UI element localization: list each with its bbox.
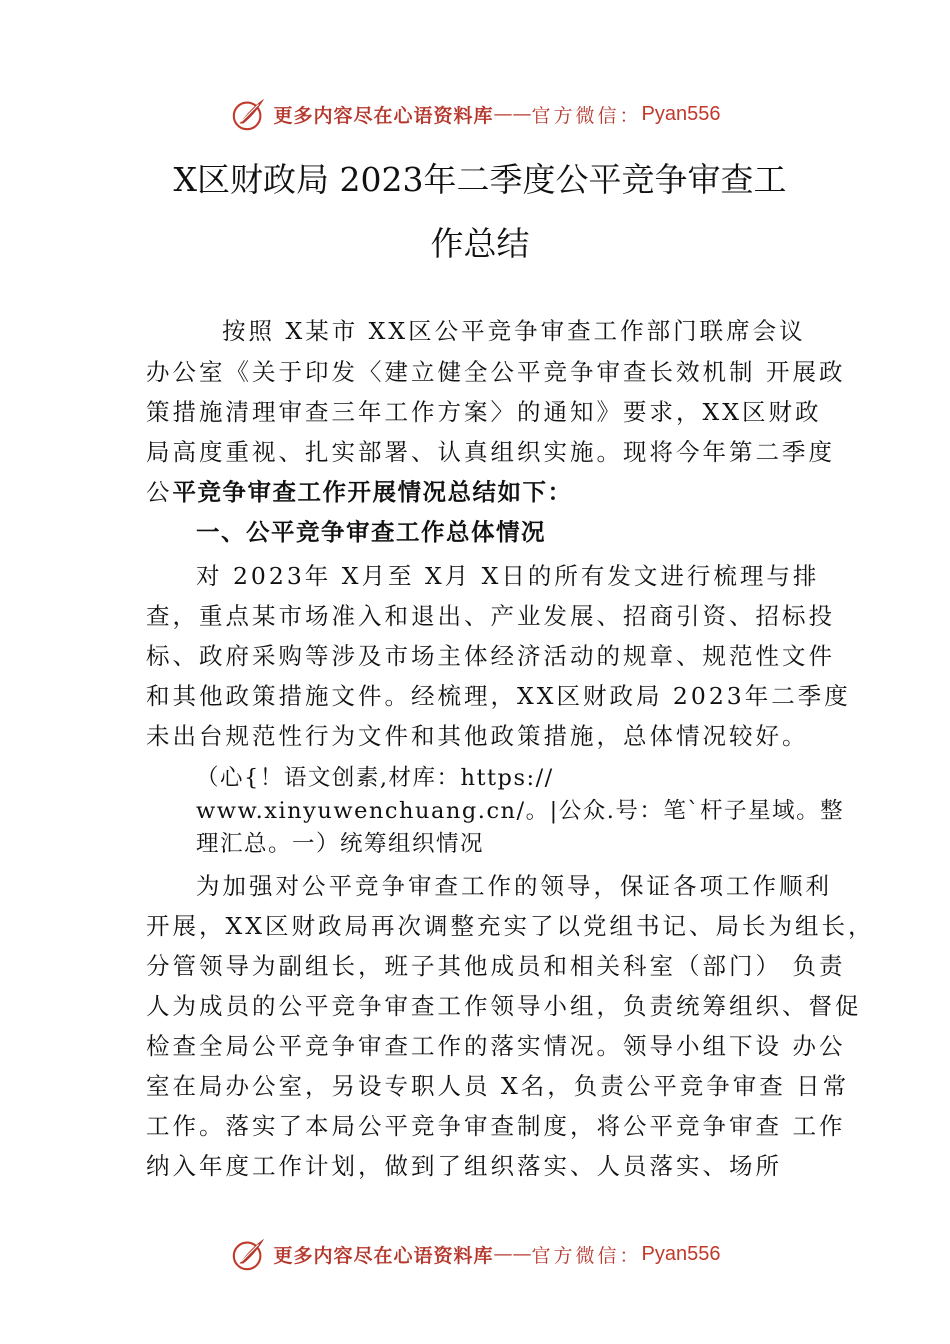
paragraph-line: 开展，XX区财政局再次调整充实了以党组书记、局长为组长， [146,912,875,940]
paragraph-line: 人为成员的公平竞争审查工作领导小组，负责统筹组织、督促 [146,992,862,1020]
banner-label: 官方微信： [531,1244,642,1267]
paragraph-line: 按照 X某市 XX区公平竞争审查工作部门联席会议 [222,317,806,345]
paragraph-line: 查，重点某市场准入和退出、产业发展、招商引资、招标投 [146,602,835,630]
banner-label: 官方微信： [531,104,642,127]
paragraph-line: 为加强对公平竞争审查工作的领导，保证各项工作顺利 [196,872,832,900]
paragraph-line: 室在局办公室，另设专职人员 X名，负责公平竞争审查 日常 [146,1072,850,1100]
banner-dash: —— [493,103,532,125]
paragraph-line: 对 2023年 X月至 X月 X日的所有发文进行梳理与排 [196,562,820,590]
section-heading: 一、公平竞争审查工作总体情况 [196,518,546,546]
header-banner [0,92,950,136]
paragraph-line: 分管领导为副组长，班子其他成员和相关科室（部门） 负责 [146,952,846,980]
paragraph-line: 办公室《关于印发〈建立健全公平竞争审查长效机制 开展政 [146,358,846,386]
banner-text: 更多内容尽在心语资料库 [273,1244,494,1267]
banner-wechat-id: Pyan556 [641,102,721,125]
banner-wechat-id: Pyan556 [641,1242,721,1265]
paragraph-bold-text: 平竞争审查工作开展情况总结如下： [172,478,573,506]
note-line: www.xinyuwenchuang.cn/。|公众.号：笔`杆子星域。整 [196,798,845,824]
feather-pen-seal-icon [230,1235,268,1273]
note-line: 理汇总。一）统筹组织情况 [196,831,485,857]
paragraph-line: 局高度重视、扎实部署、认真组织实施。现将今年第二季度 [146,438,835,466]
paragraph-line: 未出台规范性行为文件和其他政策措施，总体情况较好。 [146,722,809,750]
paragraph-line: 检查全局公平竞争审查工作的落实情况。领导小组下设 办公 [146,1032,846,1060]
banner-text: 更多内容尽在心语资料库 [273,104,494,127]
paragraph-line: 策措施清理审查三年工作方案〉的通知》要求，XX区财政 [146,398,822,426]
feather-pen-seal-icon [230,95,268,133]
banner-dash: —— [493,1243,532,1265]
paragraph-line: 纳入年度工作计划，做到了组织落实、人员落实、场所 [146,1152,782,1180]
document-title-line-1: X区财政局 2023年二季度公平竞争审查工 [173,160,787,199]
footer-banner [0,1232,950,1276]
paragraph-line: 标、政府采购等涉及市场主体经济活动的规章、规范性文件 [146,642,835,670]
document-title-line-2: 作总结 [430,224,530,263]
note-line: （心{！语文创素,材库：https:// [196,765,554,791]
paragraph-line: 和其他政策措施文件。经梳理，XX区财政局 2023年二季度 [146,682,851,710]
paragraph-line [146,472,836,512]
paragraph-line: 工作。落实了本局公平竞争审查制度，将公平竞争审查 工作 [146,1112,846,1140]
paragraph-text: 公 [146,478,173,506]
